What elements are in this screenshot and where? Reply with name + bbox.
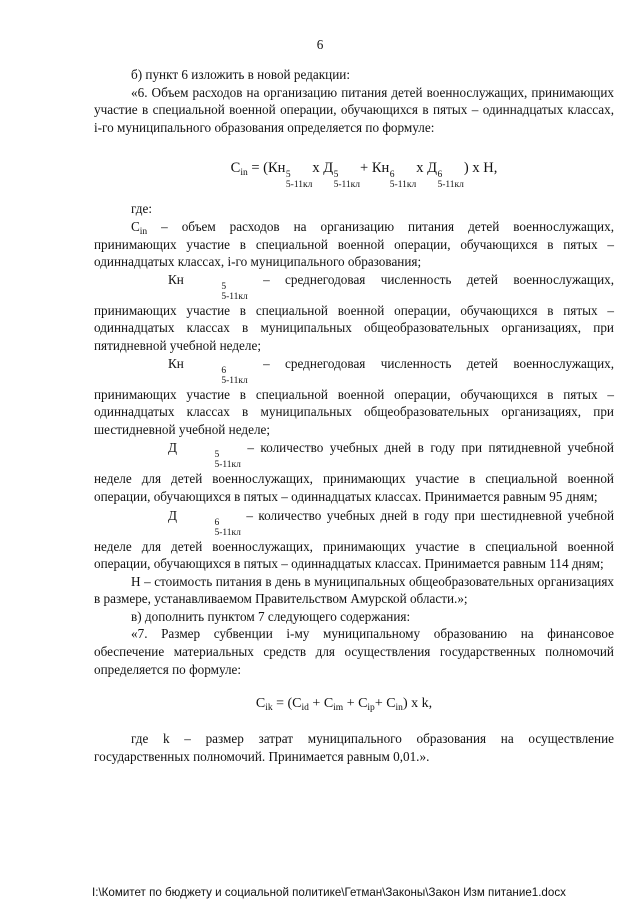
- formula-term-d5: Д 5 5-11кл: [323, 160, 361, 191]
- symbol-d6: Д 6 5-11кл: [168, 507, 241, 538]
- formula-times-2: x: [416, 160, 428, 177]
- formula-term-kn5: Кн 5 5-11кл: [267, 160, 313, 191]
- paragraph-k: где k – размер затрат муниципального образования на осуществление государственных полномочий. Принимается равным 0,01.».: [94, 731, 614, 764]
- definition-d5: Д 5 5-11кл – количество учебных дней в году при пятидневной учебной неделе для детей военнослужащих, принимающих участие в специальной военной операции, обучающихся в пятых – одиннадцатых классах. Принимается равным 95 дням;: [94, 440, 614, 504]
- symbol-kn5: Кн 5 5-11кл: [168, 271, 248, 302]
- paragraph-item-6: «6. Объем расходов на организацию питания детей военнослужащих, принимающих участие в специальной военной операции, обучающихся в пятых – одиннадцатых классах, i-го муниципального образования определяется по формуле:: [94, 84, 614, 135]
- paragraph-v: в) дополнить пунктом 7 следующего содержания:: [131, 608, 411, 624]
- formula-plus: +: [360, 160, 372, 177]
- file-path-footer: I:\Комитет по бюджету и социальной политике\Гетман\Законы\Закон Изм питание1.docx: [92, 886, 566, 899]
- document-body: [94, 66, 614, 765]
- formula-eq: = (: [247, 160, 268, 177]
- definition-cin: $C_{in}$ – объем расходов на организацию питания детей военнослужащих, принимающих участие в специальной военной операции, обучающихся в пятых – одиннадцатых классах, i-го муниципального образования;: [94, 218, 614, 270]
- symbol-d5: Д 5 5-11кл: [168, 440, 241, 471]
- formula-term-d6: Д 6 5-11кл: [427, 160, 464, 191]
- formula-lhs: C: [230, 160, 241, 177]
- formula-term-kn6: Кн 6 5-11кл: [371, 160, 417, 191]
- definition-kn6-lead: Кн 6 5-11кл – среднегодовая численность детей военнослужащих,: [94, 355, 614, 386]
- definition-kn5-lead: Кн 5 5-11кл – среднегодовая численность детей военнослужащих,: [94, 271, 614, 302]
- where-label: где:: [131, 201, 152, 217]
- formula-cik: $C_{ik} = (C_{id} + C_{im} + C_{ip}+ C_{in})$ x k,: [255, 696, 433, 714]
- formula-lhs-sub: in: [240, 168, 248, 179]
- definition-kn5-text: принимающих участие в специальной военной операции, обучающихся в пятых – одиннадцатых классах в муниципальных общеобразовательных организациях, при пятидневной учебной неделе;: [94, 302, 614, 353]
- formula-cin: [94, 156, 614, 191]
- formula-times-1: x: [312, 160, 324, 177]
- symbol-kn6: Кн 6 5-11кл: [168, 355, 248, 386]
- formula-tail: ) x H,: [463, 160, 498, 177]
- definition-kn6-text: принимающих участие в специальной военной операции, обучающихся в пятых – одиннадцатых классах в муниципальных общеобразовательных организациях, при шестидневной учебной неделе;: [94, 386, 614, 437]
- definition-d6: Д 6 5-11кл – количество учебных дней в году при шестидневной учебной неделе для детей военнослужащих, принимающих участие в специальной военной операции, обучающихся в пятых – одиннадцатых классах. Принимается равным 114 дням;: [94, 507, 614, 572]
- paragraph-item-7: «7. Размер субвенции i-му муниципальному образованию на финансовое обеспечение материальных средств для осуществления государственных полномочий определяется по формуле:: [94, 626, 614, 677]
- paragraph-b: б) пункт 6 изложить в новой редакции:: [131, 67, 350, 82]
- definition-h: Н – стоимость питания в день в муниципальных общеобразовательных организациях в размере, устанавливаемом Правительством Амурской области.»;: [94, 573, 614, 607]
- page-number: 6: [316, 37, 324, 52]
